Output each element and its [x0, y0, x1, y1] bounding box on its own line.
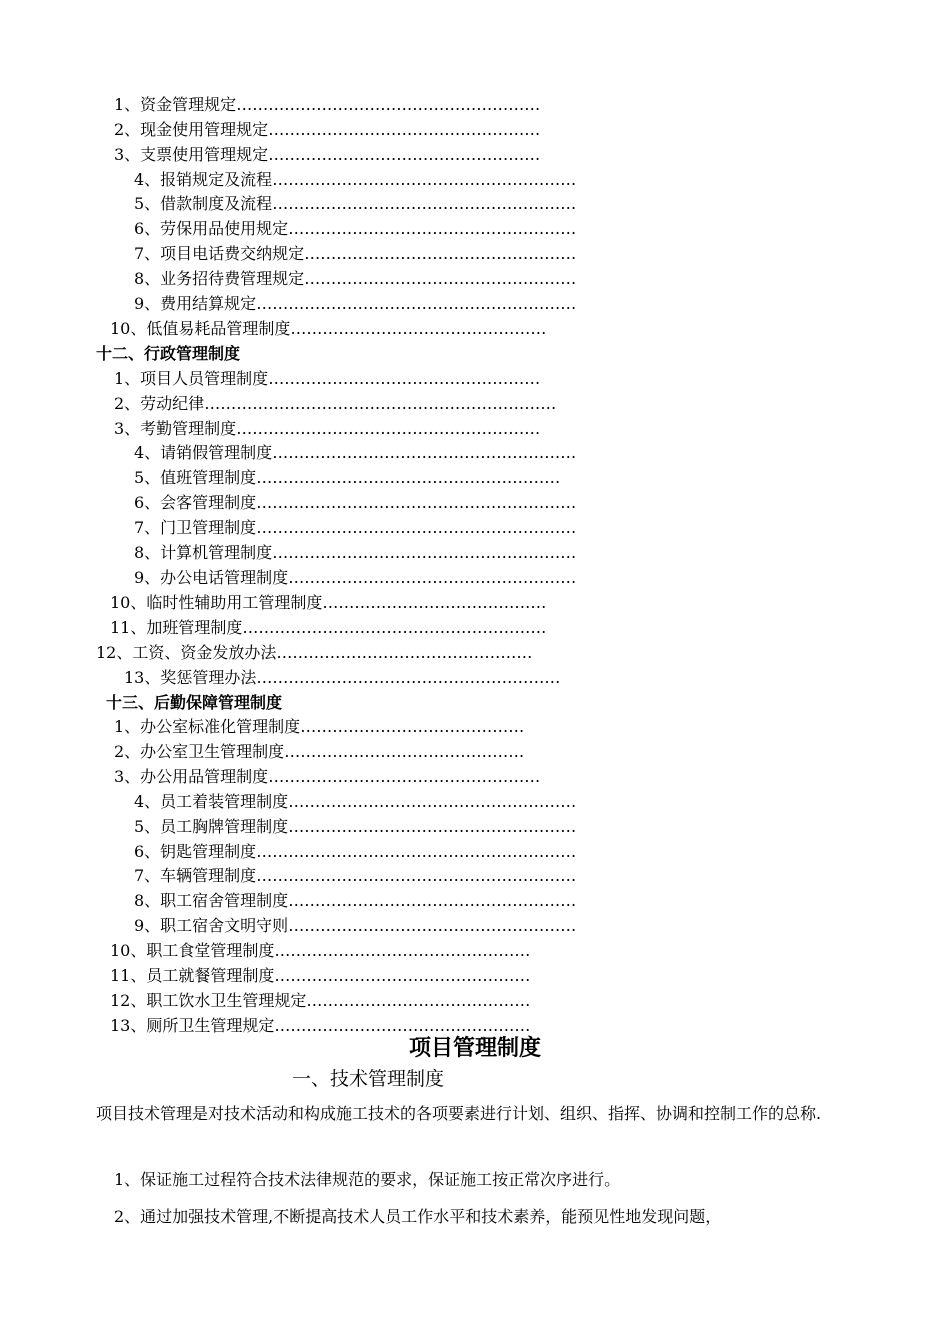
- toc-entry: 9、办公电话管理制度………………………………………………: [134, 568, 577, 587]
- toc-entry: 2、劳动纪律…………………………………………………………: [114, 394, 557, 413]
- section-heading: 十三、后勤保障管理制度: [106, 693, 283, 712]
- toc-entry: 6、钥匙管理制度……………………………………………………: [134, 842, 577, 861]
- document-title: 项目管理制度: [408, 1036, 541, 1061]
- toc-entry: 5、员工胸牌管理制度………………………………………………: [134, 817, 577, 836]
- toc-entry: 12、职工饮水卫生管理规定……………………………………: [110, 991, 531, 1010]
- toc-entry: 6、劳保用品使用规定………………………………………………: [134, 219, 577, 238]
- toc-entry: 4、报销规定及流程…………………………………………………: [134, 170, 577, 189]
- toc-entry: 12、工资、资金发放办法…………………………………………: [96, 643, 533, 662]
- toc-entry: 10、临时性辅助用工管理制度……………………………………: [110, 593, 547, 612]
- toc-entry: 5、值班管理制度…………………………………………………: [134, 468, 561, 487]
- body-point: 1、保证施工过程符合技术法律规范的要求，保证施工按正常次序进行。: [114, 1170, 621, 1189]
- section-title: 一、技术管理制度: [292, 1068, 445, 1090]
- toc-entry: 5、借款制度及流程…………………………………………………: [134, 194, 577, 213]
- toc-entry: 3、考勤管理制度…………………………………………………: [114, 419, 541, 438]
- toc-entry: 1、项目人员管理制度……………………………………………: [114, 369, 541, 388]
- section-heading: 十二、行政管理制度: [96, 344, 241, 363]
- toc-entry: 8、计算机管理制度…………………………………………………: [134, 543, 577, 562]
- intro-paragraph: 项目技术管理是对技术活动和构成施工技术的各项要素进行计划、组织、指挥、协调和控制工作的总称.: [96, 1104, 822, 1123]
- toc-entry: 10、低值易耗品管理制度…………………………………………: [110, 319, 547, 338]
- toc-entry: 13、厕所卫生管理规定…………………………………………: [110, 1016, 531, 1035]
- toc-entry: 8、职工宿舍管理制度………………………………………………: [134, 891, 577, 910]
- toc-entry: 7、项目电话费交纳规定……………………………………………: [134, 244, 577, 263]
- toc-entry: 1、办公室标准化管理制度……………………………………: [114, 717, 525, 736]
- toc-entry: 9、费用结算规定……………………………………………………: [134, 294, 577, 313]
- toc-entry: 13、奖惩管理办法…………………………………………………: [124, 668, 561, 687]
- toc-entry: 2、现金使用管理规定……………………………………………: [114, 120, 541, 139]
- toc-entry: 8、业务招待费管理规定……………………………………………: [134, 269, 577, 288]
- toc-entry: 11、加班管理制度…………………………………………………: [110, 618, 547, 637]
- toc-entry: 3、支票使用管理规定……………………………………………: [114, 145, 541, 164]
- toc-entry: 3、办公用品管理制度……………………………………………: [114, 767, 541, 786]
- toc-entry: 9、职工宿舍文明守则………………………………………………: [134, 916, 577, 935]
- toc-entry: 10、职工食堂管理制度…………………………………………: [110, 941, 531, 960]
- toc-entry: 6、会客管理制度……………………………………………………: [134, 493, 577, 512]
- toc-entry: 2、办公室卫生管理制度………………………………………: [114, 742, 525, 761]
- toc-entry: 11、员工就餐管理制度…………………………………………: [110, 966, 531, 985]
- toc-entry: 4、员工着装管理制度………………………………………………: [134, 792, 577, 811]
- body-point: 2、通过加强技术管理,不断提高技术人员工作水平和技术素养，能预见性地发现问题，: [114, 1207, 722, 1226]
- toc-entry: 7、门卫管理制度……………………………………………………: [134, 518, 577, 537]
- toc-entry: 4、请销假管理制度…………………………………………………: [134, 443, 577, 462]
- toc-entry: 1、资金管理规定…………………………………………………: [114, 95, 541, 114]
- toc-entry: 7、车辆管理制度……………………………………………………: [134, 866, 577, 885]
